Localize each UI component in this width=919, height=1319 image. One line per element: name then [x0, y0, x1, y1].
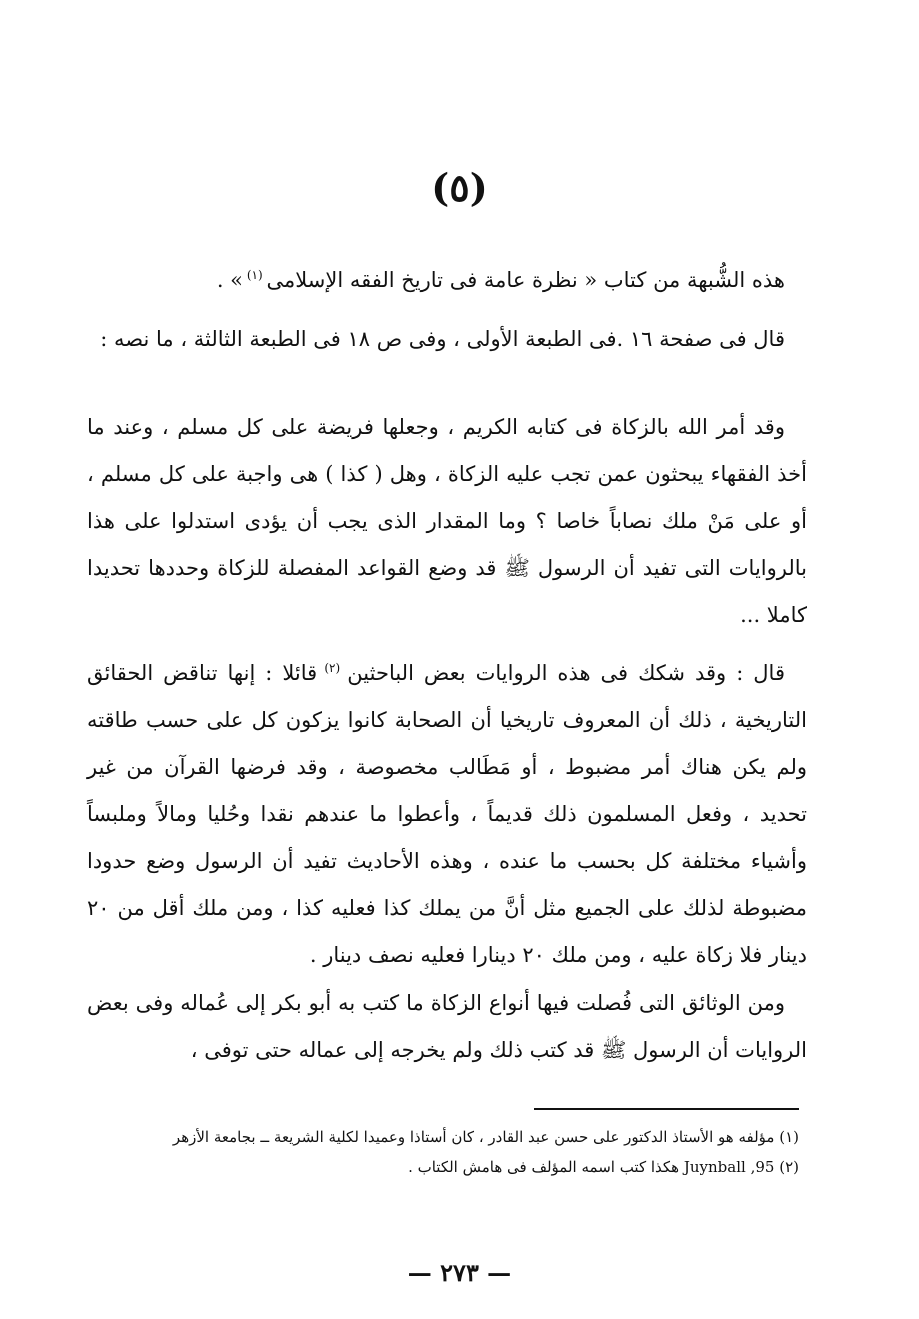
paragraph-4	[87, 645, 807, 979]
footnote-divider	[534, 1108, 799, 1110]
paragraph-2	[87, 316, 807, 363]
footnote-ref-1: (١)	[243, 268, 267, 282]
paragraph-1	[87, 252, 807, 304]
page-number: — ٢٧٣ —	[407, 1258, 512, 1287]
paragraph-1-text: هذه الشُّبهة من كتاب « نظرة عامة فى تاريخ الفقه الإسلامى	[266, 268, 785, 292]
footnote-ref-2: (٢)	[317, 661, 348, 675]
paragraph-4-text: قال : وقد شكك فى هذه الروايات بعض الباحثين	[347, 661, 785, 685]
paragraph-1-end: » .	[216, 268, 244, 292]
paragraph-3-quote	[87, 404, 807, 639]
paragraph-5	[87, 980, 807, 1074]
footnotes	[99, 1122, 799, 1182]
paragraph-4-continuation: قائلا : إنها تناقض الحقائق التاريخية ، ذلك أن المعروف تاريخيا أن الصحابة كانوا يزكون كل على حسب طاقته ولم يكن هناك أمر مضبوط ، أو مَطَالب مخصوصة ، وقد فرضها القرآن من غير تحديد ، وفعل المسلمون ذلك قديماً ، وأعطوا ما عندهم نقدا وحُليا ومالاً وملبساً وأشياء مختلفة كل بحسب ما عنده ، وهذه الأحاديث تفيد أن الرسول وضع حدودا مضبوطة لذلك على الجميع مثل أنَّ من يملك كذا فعليه كذا ، ومن ملك أقل من ٢٠ دينار فلا زكاة عليه ، ومن ملك ٢٠ دينارا فعليه نصف دينار .	[87, 661, 807, 967]
paragraph-2-text: قال فى صفحة ١٦ .فى الطبعة الأولى ، وفى ص ١٨ فى الطبعة الثالثة ، ما نصه :	[100, 327, 785, 351]
paragraph-3-text: وقد أمر الله بالزكاة فى كتابه الكريم ، وجعلها فريضة على كل مسلم ، وعند ما أخذ الفقهاء يبحثون عمن تجب عليه الزكاة ، وهل ( كذا ) هى واجبة على كل مسلم ، أو على مَنْ ملك نصاباً خاصا ؟ وما المقدار الذى يجب أن يؤدى استدلوا على هذا بالروايات التى تفيد أن الرسول ﷺ قد وضع القواعد المفصلة للزكاة وحددها تحديدا كاملا ...	[87, 415, 807, 627]
footnote-2: (٢) Juynball ,95 هكذا كتب اسمه المؤلف فى هامش الكتاب .	[408, 1158, 799, 1176]
paragraph-5-text: ومن الوثائق التى فُصلت فيها أنواع الزكاة ما كتب به أبو بكر إلى عُماله وفى بعض الروايات أن الرسول ﷺ قد كتب ذلك ولم يخرجه إلى عماله حتى توفى ،	[87, 991, 807, 1062]
section-number: (٥)	[431, 165, 488, 210]
footnote-1: (١) مؤلفه هو الأستاذ الدكتور على حسن عبد القادر ، كان أستاذا وعميدا لكلية الشريعة ــ بجامعة الأزهر	[172, 1128, 799, 1146]
